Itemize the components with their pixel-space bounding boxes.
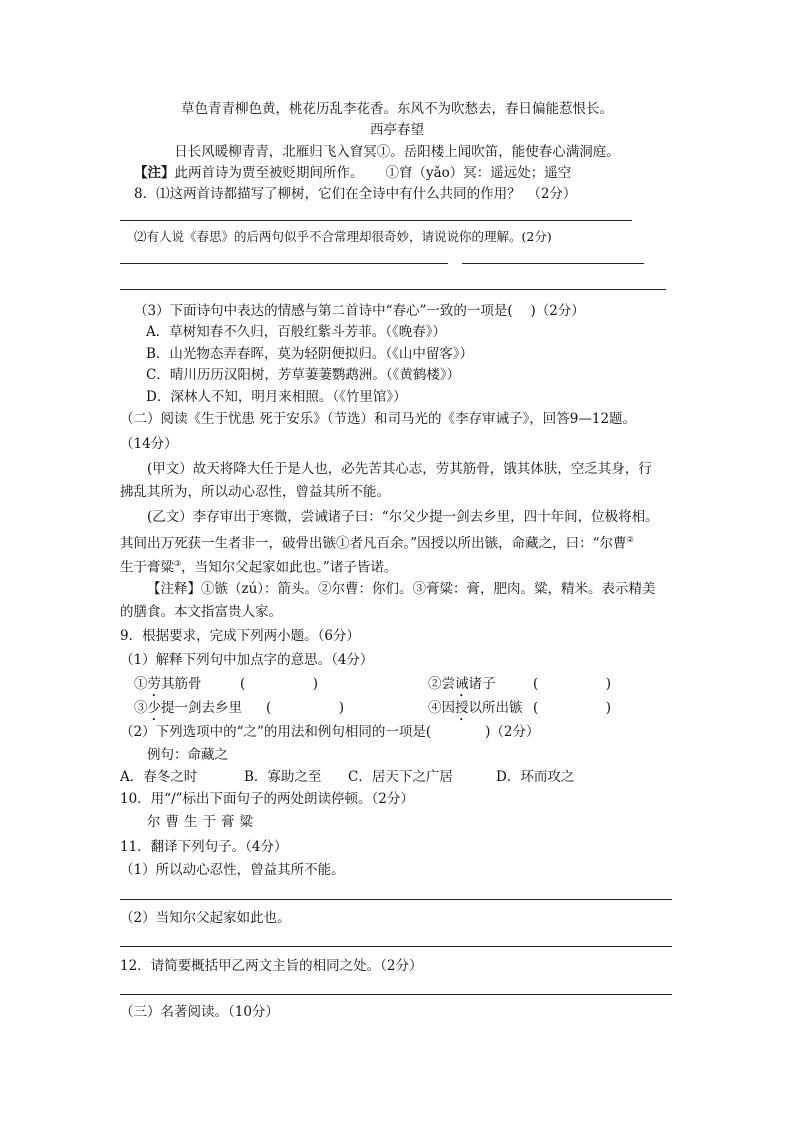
answer-line[interactable] [120, 899, 672, 900]
section2-heading: （二）阅读《生于忧患 死于安乐》（节选）和司马光的《李存审诫子》，回答9—12题。 [120, 411, 637, 427]
q11-sentence-1: （1）所以动心忍性，曾益其所不能。 [120, 862, 345, 878]
dotted-char: 劳 [147, 676, 161, 692]
dotted-char: 诫 [455, 676, 469, 692]
poem-note [134, 164, 571, 182]
answer-line[interactable] [120, 220, 632, 221]
poem-xiting-text: 日长风暖柳青青，北雁归飞入窅冥①。岳阳楼上闻吹笛，能使春心满洞庭。 [174, 144, 620, 160]
answer-line[interactable] [462, 263, 644, 264]
q8-option-d: D．深林人不知，明月来相照。（《竹里馆》） [146, 389, 407, 405]
item-prefix: ②尝 [428, 676, 455, 692]
yi-text-line3-b: ，当知尔父起家如此也。”诸子皆诺。 [181, 559, 398, 576]
q9-example: 例句：命藏之 [147, 747, 228, 763]
poem-chunsi-text: 草色青青柳色黄，桃花历乱李花香。东风不为吹愁去，春日偏能惹恨长。 [181, 101, 613, 117]
q9-item-4-blank[interactable]: ( ) [533, 700, 612, 716]
footnote-mark: ② [626, 535, 634, 544]
q9-item-2-blank[interactable]: ( ) [533, 676, 612, 692]
q9-sub1: （1）解释下列句中加点字的意思。（4分） [120, 652, 374, 668]
q11-sentence-2: （2）当知尔父起家如此也。 [120, 910, 291, 926]
note-text: 此两首诗为贾至被贬期间所作。 [174, 165, 364, 181]
yi-text-line1: (乙文）李存审出于寒微，尝诫诸子曰：“尔父少提一剑去乡里，四十年间，位极将相。 [147, 509, 659, 525]
poem-title-xiting: 西亭春望 [370, 122, 424, 138]
q9-title: 9．根据要求，完成下列两小题。（6分） [120, 628, 360, 644]
yi-text-line3 [120, 555, 397, 577]
q8-option-a: A．草树知春不久归，百般红紫斗芳菲。（《晚春》） [146, 324, 446, 340]
q8-part3: （3）下面诗句中表达的情感与第二首诗中“春心”一致的一项是( )（2分） [134, 303, 585, 319]
q9-option-b: B．寡助之至 [244, 769, 322, 785]
q12-title: 12．请简要概括甲乙两文主旨的相同之处。（2分） [120, 958, 423, 974]
answer-line[interactable] [120, 289, 666, 290]
jia-text-line2: 拂乱其所为，所以动心忍性，曾益其所不能。 [120, 484, 390, 500]
q9-sub2: （2）下列选项中的“之”的用法和例句相同的一项是( )（2分） [120, 724, 540, 740]
section2-score: （14分） [120, 436, 178, 452]
jia-text-line1: (甲文）故天将降大任于是人也，必先苦其心志，劳其筋骨，饿其体肤，空乏其身，行 [147, 461, 652, 477]
answer-line[interactable] [120, 946, 672, 947]
q9-item-4 [428, 699, 523, 724]
item-suffix: 以所出镞 [468, 700, 523, 716]
answer-line[interactable] [120, 263, 448, 264]
q9-item-3-blank[interactable]: ( ) [266, 700, 345, 716]
yi-text-line3-a: 生于膏粱 [120, 559, 174, 576]
q8-option-c: C．晴川历历汉阳树，芳草萋萋鹦鹉洲。（《黄鹤楼》） [146, 367, 461, 383]
note-prefix: 【注】 [134, 165, 175, 181]
q9-item-3 [134, 699, 242, 724]
q9-item-1 [134, 675, 202, 700]
note-item: ①窅（yǎo）冥：遥远处；遥空 [385, 165, 572, 181]
item-prefix: ① [134, 676, 148, 692]
section2-notes-line1: 【注释】①镞（zú）：箭头。②尔曹：你们。③膏粱：膏，肥肉。粱，精米。表示精美 [147, 581, 656, 597]
q8-option-b: B．山光物态弄春晖，莫为轻阴便拟归。（《山中留客》） [146, 346, 474, 362]
q9-option-a: A．春冬之时 [120, 769, 198, 785]
q10-sentence: 尔曹生于膏粱 [147, 814, 258, 830]
item-prefix: ③ [134, 700, 148, 716]
q9-item-1-blank[interactable]: ( ) [240, 676, 319, 692]
item-prefix: ④因 [428, 700, 455, 716]
item-suffix: 提一剑去乡里 [161, 700, 242, 716]
dotted-char: 少 [147, 700, 161, 716]
dotted-char: 授 [455, 700, 469, 716]
yi-text-line2-body: 其间出万死获一生者非一，破骨出镞①者凡百余。”因授以所出镞，命藏之，曰：“尔曹 [120, 535, 627, 552]
section3-heading: （三）名著阅读。（10分） [120, 1004, 279, 1020]
section2-notes-line2: 的膳食。本文指富贵人家。 [120, 604, 282, 620]
footnote-mark: ③ [174, 559, 182, 568]
q8-part1: 8．⑴这两首诗都描写了柳树，它们在全诗中有什么共同的作用？ （2分） [134, 186, 577, 202]
item-suffix: 其筋骨 [161, 676, 202, 692]
answer-line[interactable] [120, 994, 672, 995]
q8-part2: ⑵有人说《春思》的后两句似乎不合常理却很奇妙，请说说你的理解。(2分) [134, 229, 552, 244]
q11-title: 11．翻译下列句子。（4分） [120, 839, 288, 855]
q10-title: 10．用“/”标出下面句子的两处朗读停顿。（2分） [120, 791, 414, 807]
yi-text-line2 [120, 531, 634, 553]
q9-option-c: C．居天下之广居 [348, 769, 453, 785]
q9-item-2 [428, 675, 496, 700]
item-suffix: 诸子 [468, 676, 496, 692]
q9-option-d: D．环而攻之 [496, 769, 575, 785]
